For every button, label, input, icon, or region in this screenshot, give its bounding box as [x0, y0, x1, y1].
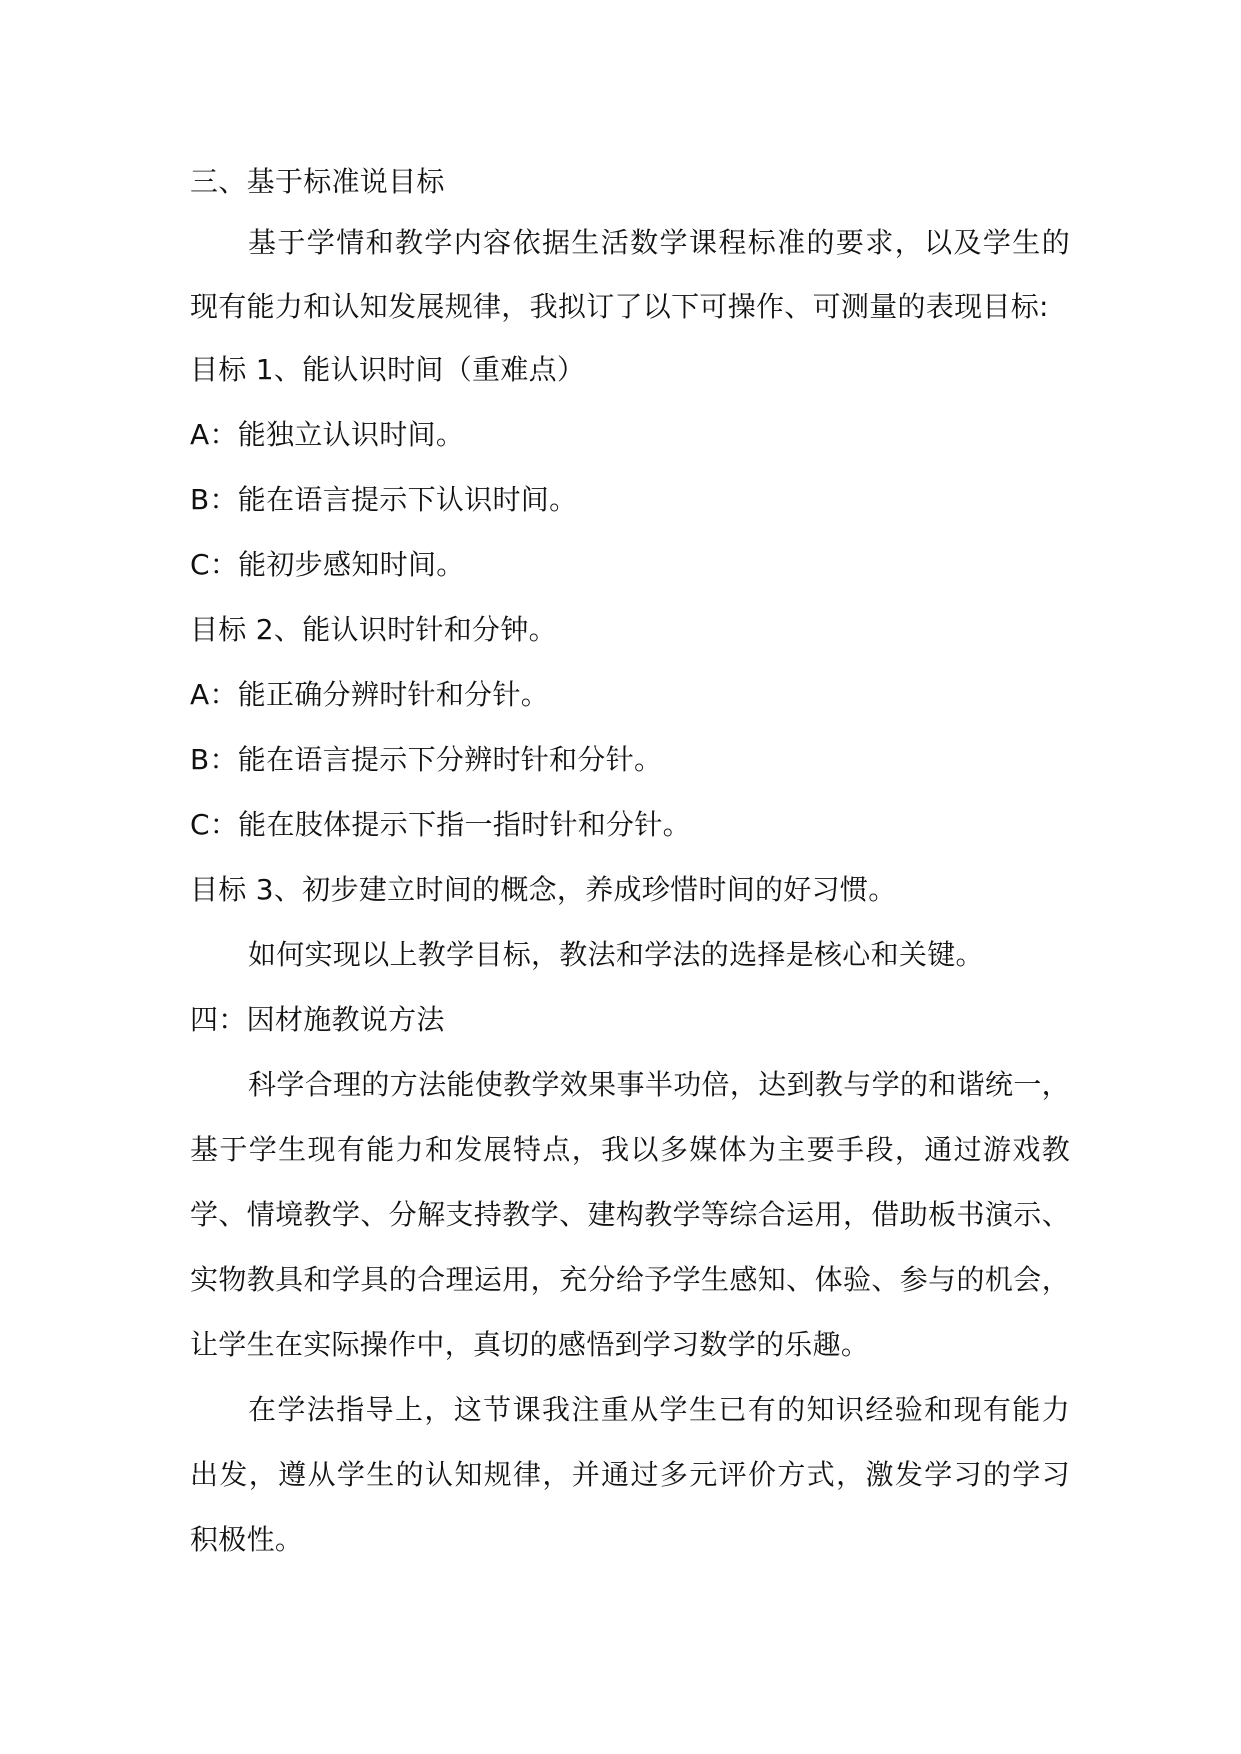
paragraph4-line3: 积极性。 — [190, 1523, 304, 1556]
goal1-level-a: A：能独立认识时间。 — [190, 418, 465, 451]
goal1-level-b: B：能在语言提示下认识时间。 — [190, 483, 578, 516]
paragraph3-line2: 基于学生现有能力和发展特点，我以多媒体为主要手段，通过游戏教 — [190, 1133, 1070, 1166]
goal2-level-c: C：能在肢体提示下指一指时针和分针。 — [190, 808, 691, 841]
paragraph4-line1: 在学法指导上，这节课我注重从学生已有的知识经验和现有能力 — [248, 1393, 1070, 1426]
paragraph3-line4: 实物教具和学具的合理运用，充分给予学生感知、体验、参与的机会， — [190, 1263, 1070, 1296]
paragraph2: 如何实现以上教学目标，教法和学法的选择是核心和关键。 — [248, 938, 984, 971]
goal2-level-a: A：能正确分辨时针和分针。 — [190, 678, 550, 711]
goal2-level-b: B：能在语言提示下分辨时针和分针。 — [190, 743, 663, 776]
paragraph1-line1: 基于学情和教学内容依据生活数学课程标准的要求，以及学生的 — [248, 226, 1070, 259]
section3-heading: 三、基于标准说目标 — [190, 165, 445, 198]
paragraph3-line5: 让学生在实际操作中，真切的感悟到学习数学的乐趣。 — [190, 1328, 870, 1361]
paragraph4-line2: 出发，遵从学生的认知规律，并通过多元评价方式，激发学习的学习 — [190, 1458, 1070, 1491]
paragraph3-line3: 学、情境教学、分解支持教学、建构教学等综合运用，借助板书演示、 — [190, 1198, 1070, 1231]
goal3-title: 目标 3、初步建立时间的概念，养成珍惜时间的好习惯。 — [190, 873, 897, 906]
section4-heading: 四：因材施教说方法 — [190, 1003, 445, 1036]
paragraph1-line2: 现有能力和认知发展规律，我拟订了以下可操作、可测量的表现目标: — [190, 290, 1049, 323]
goal2-title: 目标 2、能认识时针和分钟。 — [190, 613, 557, 646]
paragraph3-line1: 科学合理的方法能使教学效果事半功倍，达到教与学的和谐统一， — [248, 1068, 1070, 1101]
goal1-level-c: C：能初步感知时间。 — [190, 548, 465, 581]
goal1-title: 目标 1、能认识时间（重难点） — [190, 353, 586, 386]
